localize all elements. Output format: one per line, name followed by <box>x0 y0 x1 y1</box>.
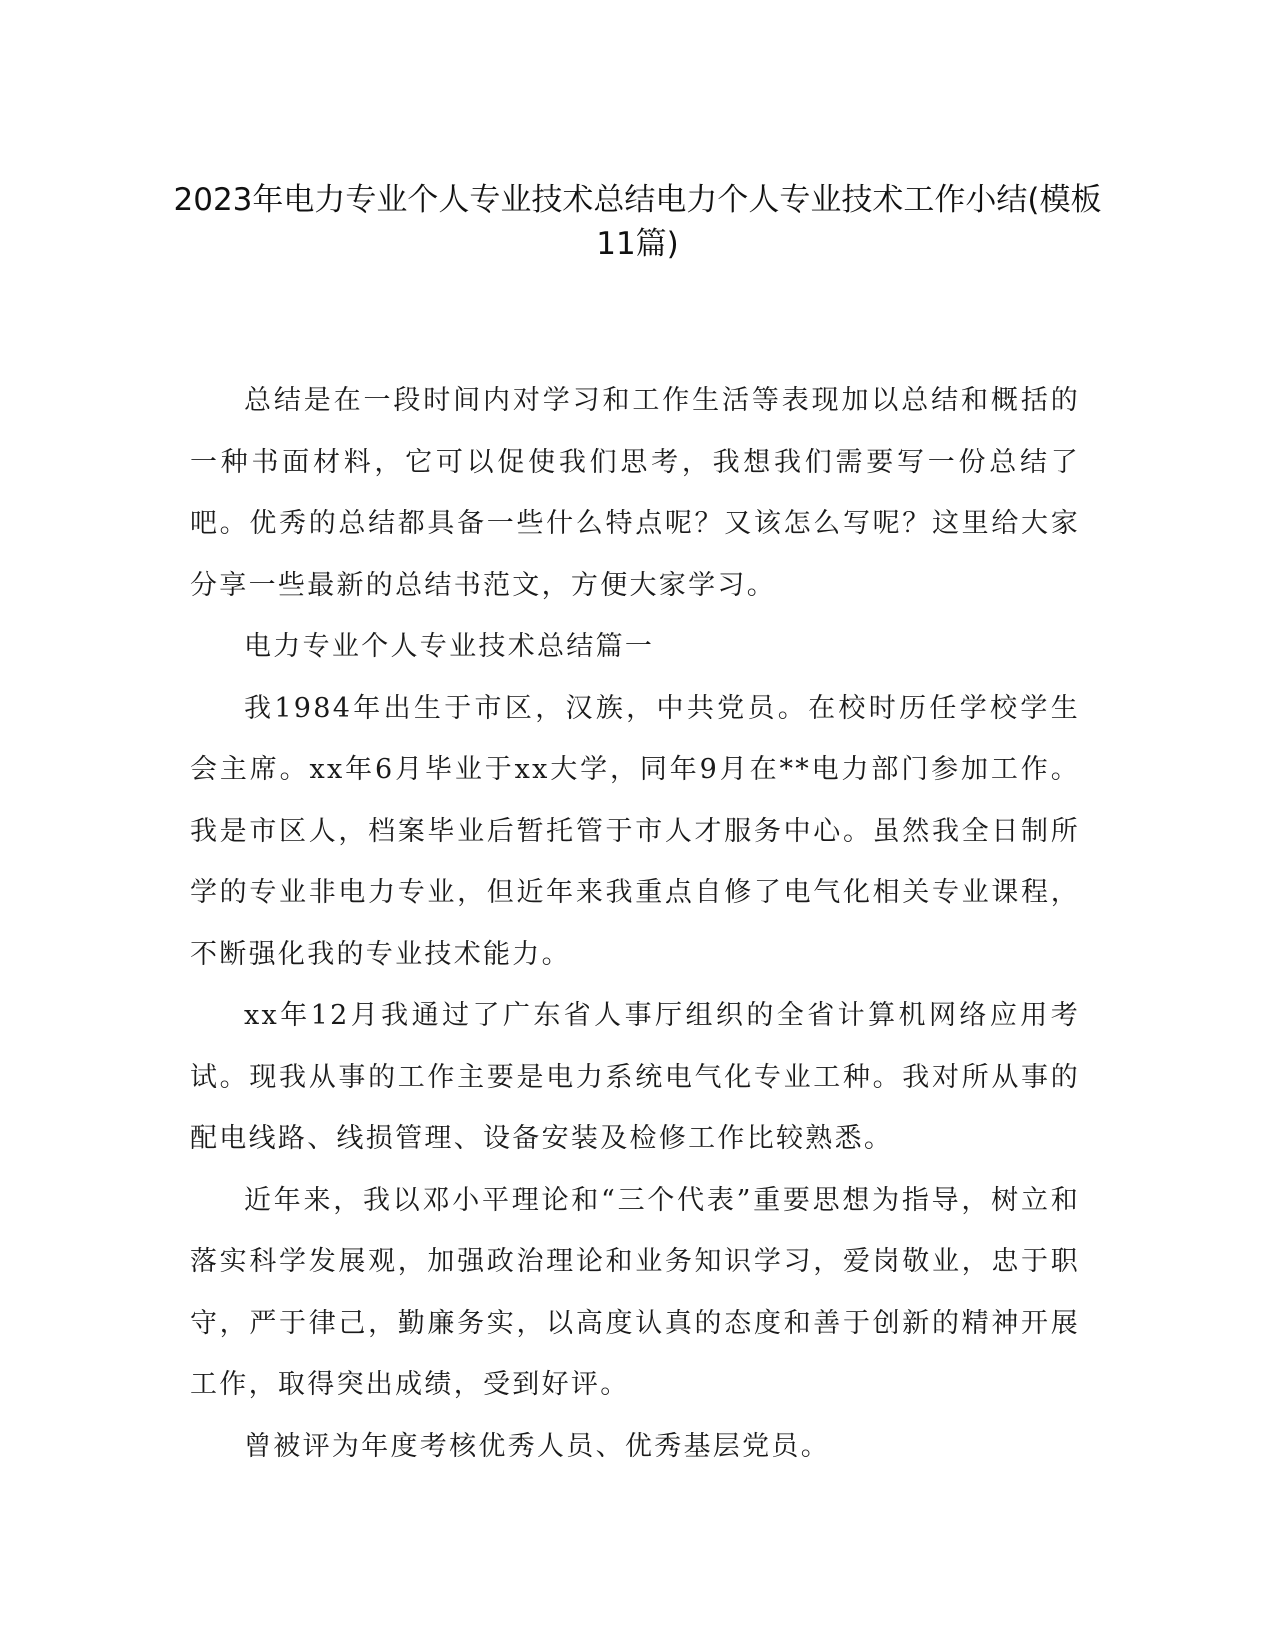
paragraph-intro: 总结是在一段时间内对学习和工作生活等表现加以总结和概括的一种书面材料，它可以促使我们思考，我想我们需要写一份总结了吧。优秀的总结都具备一些什么特点呢？又该怎么写呢？这里给大家分享一些最新的总结书范文，方便大家学习。 <box>190 385 1080 601</box>
document-body <box>190 370 1080 1477</box>
document-title: 2023年电力专业个人专业技术总结电力个人专业技术工作小结(模板11篇) <box>173 182 1102 262</box>
paragraph-qualification: xx年12月我通过了广东省人事厅组织的全省计算机网络应用考试。现我从事的工作主要是电力系统电气化专业工种。我对所从事的配电线路、线损管理、设备安装及检修工作比较熟悉。 <box>190 1000 1080 1154</box>
section-heading: 电力专业个人专业技术总结篇一 <box>244 631 655 662</box>
paragraph-background: 我1984年出生于市区，汉族，中共党员。在校时历任学校学生会主席。xx年6月毕业于xx大学，同年9月在**电力部门参加工作。我是市区人，档案毕业后暂托管于市人才服务中心。虽然我全日制所学的专业非电力专业，但近年来我重点自修了电气化相关专业课程，不断强化我的专业技术能力。 <box>190 692 1080 970</box>
paragraph-performance: 近年来，我以邓小平理论和“三个代表”重要思想为指导，树立和落实科学发展观，加强政治理论和业务知识学习，爱岗敬业，忠于职守，严于律己，勤廉务实，以高度认真的态度和善于创新的精神开展工作，取得突出成绩，受到好评。 <box>190 1184 1080 1400</box>
paragraph-honors: 曾被评为年度考核优秀人员、优秀基层党员。 <box>244 1430 830 1462</box>
